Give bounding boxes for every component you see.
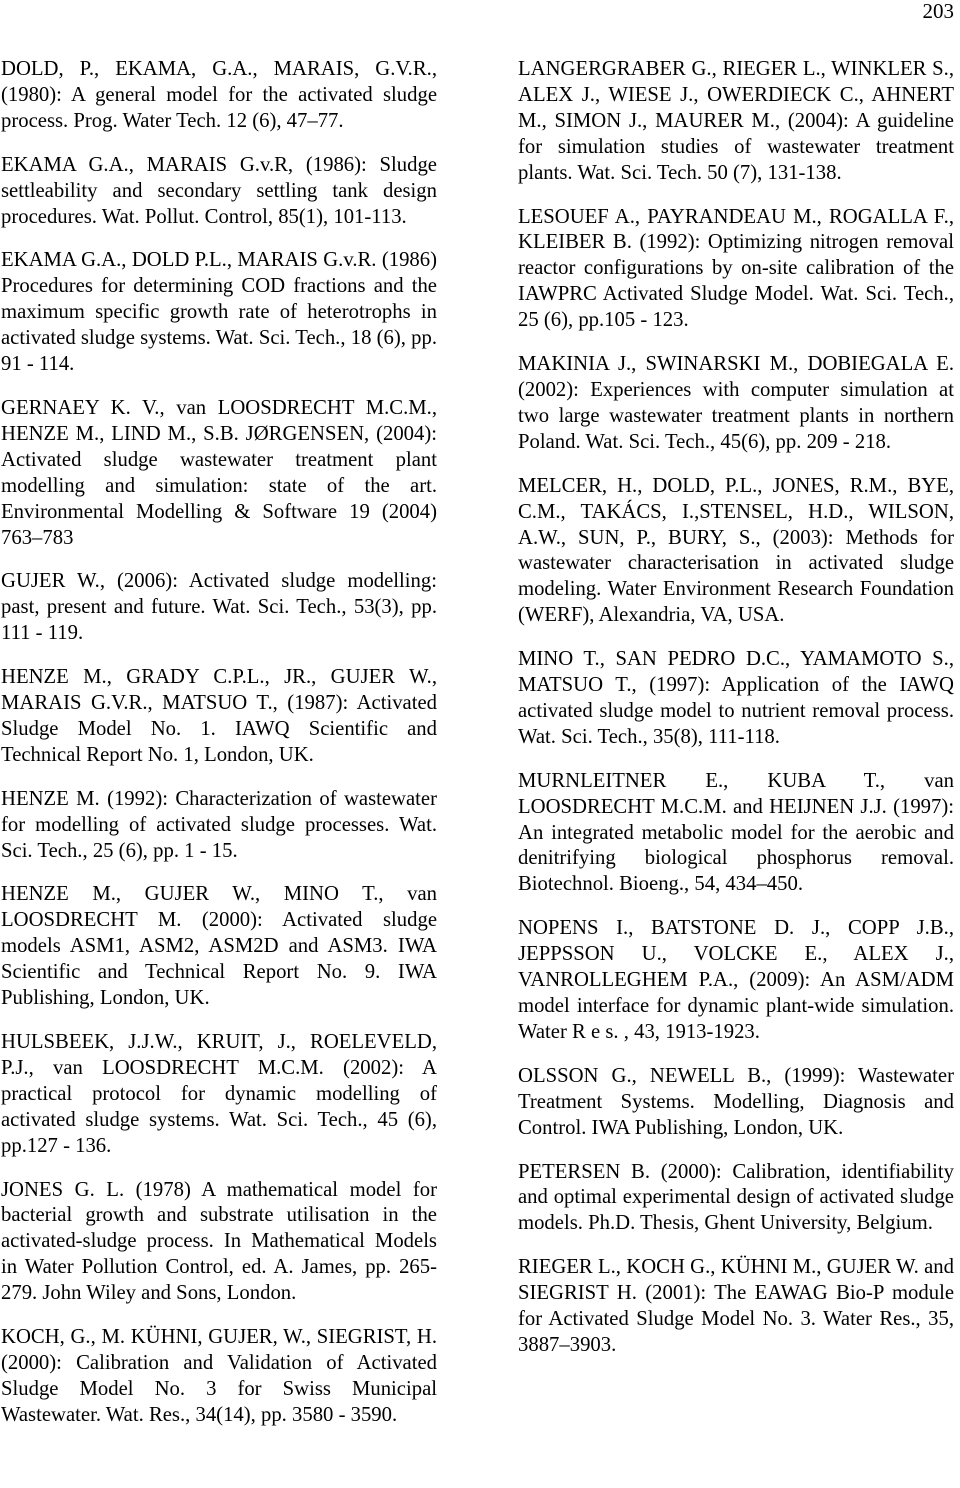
reference-entry: KOCH, G., M. KÜHNI, GUJER, W., SIEGRIST, H. (2000): Calibration and Validation of Activated Sludge Model No. 3 for Swiss Municipal Wastewater. Wat. Res., 34(14), pp. 3580 - 3590. [1,1326,437,1426]
reference-entry: MURNLEITNER E., KUBA T., van LOOSDRECHT M.C.M. and HEIJNEN J.J. (1997): An integrated metabolic model for the aerobic and denitrifying biological phosphorus removal. Biotechnol. Bioeng., 54, 434–450. [518,769,954,896]
reference-entry: MAKINIA J., SWINARSKI M., DOBIEGALA E. (2002): Experiences with computer simulation at two large wastewater treatment plants in northern Poland. Wat. Sci. Tech., 45(6), pp. 209 - 218. [518,353,954,453]
references-right-column [518,57,954,1377]
reference-entry: HENZE M. (1992): Characterization of wastewater for modelling of activated sludge processes. Wat. Sci. Tech., 25 (6), pp. 1 - 15. [1,787,437,862]
reference-entry: GUJER W., (2006): Activated sludge modelling: past, present and future. Wat. Sci. Tech., 53(3), pp. 111 - 119. [1,570,437,645]
reference-entry: HULSBEEK, J.J.W., KRUIT, J., ROELEVELD, P.J., van LOOSDRECHT M.C.M. (2002): A practical protocol for dynamic modelling of activated sludge systems. Wat. Sci. Tech., 45 (6), pp.127 - 136. [1,1031,437,1157]
reference-entry: HENZE M., GRADY C.P.L., JR., GUJER W., MARAIS G.V.R., MATSUO T., (1987): Activated Sludge Model No. 1. IAWQ Scientific and Technical Report No. 1, London, UK. [1,666,437,766]
reference-entry: HENZE M., GUJER W., MINO T., van LOOSDRECHT M. (2000): Activated sludge models ASM1, ASM2, ASM2D and ASM3. IWA Scientific and Technical Report No. 9. IWA Publishing, London, UK. [1,883,437,1010]
reference-entry: MELCER, H., DOLD, P.L., JONES, R.M., BYE, C.M., TAKÁCS, I.,STENSEL, H.D., WILSON, A.W., SUN, P., BURY, S., (2003): Methods for wastewater characterisation in activated sludge modeling. Water Environment Research Foundation (WERF), Alexandria, VA, USA. [518,474,954,627]
page-number: 203 [922,0,954,23]
references-left-column [1,57,437,1447]
reference-entry: LANGERGRABER G., RIEGER L., WINKLER S., ALEX J., WIESE J., OWERDIECK C., AHNERT M., SIMON J., MAURER M., (2004): A guideline for simulation studies of wastewater treatment plants. Wat. Sci. Tech. 50 (7), 131-138. [518,58,954,184]
reference-entry: NOPENS I., BATSTONE D. J., COPP J.B., JEPPSSON U., VOLCKE E., ALEX J., VANROLLEGHEM P.A., (2009): An ASM/ADM model interface for dynamic plant-wide simulation. Water R e s. , 43, 1913-1923. [518,917,954,1043]
reference-entry: PETERSEN B. (2000): Calibration, identifiability and optimal experimental design of activated sludge models. Ph.D. Thesis, Ghent University, Belgium. [518,1160,954,1235]
reference-entry: DOLD, P., EKAMA, G.A., MARAIS, G.V.R., (1980): A general model for the activated sludge process. Prog. Water Tech. 12 (6), 47–77. [1,58,437,132]
reference-entry: MINO T., SAN PEDRO D.C., YAMAMOTO S., MATSUO T., (1997): Application of the IAWQ activated sludge model to nutrient removal process. Wat. Sci. Tech., 35(8), 111-118. [518,648,954,748]
reference-entry: LESOUEF A., PAYRANDEAU M., ROGALLA F., KLEIBER B. (1992): Optimizing nitrogen removal reactor configurations by on-site calibration of the IAWPRC Activated Sludge Model. Wat. Sci. Tech., 25 (6), pp.105 - 123. [518,205,954,332]
reference-entry: OLSSON G., NEWELL B., (1999): Wastewater Treatment Systems. Modelling, Diagnosis and Control. IWA Publishing, London, UK. [518,1064,954,1139]
reference-entry: JONES G. L. (1978) A mathematical model for bacterial growth and substrate utilisation in the activated-sludge process. In Mathematical Models in Water Pollution Control, ed. A. James, pp. 265-279. John Wiley and Sons, London. [1,1178,437,1305]
reference-entry: EKAMA G.A., DOLD P.L., MARAIS G.v.R. (1986) Procedures for determining COD fractions and the maximum specific growth rate of heterotrophs in activated sludge systems. Wat. Sci. Tech., 18 (6), pp. 91 - 114. [1,249,437,376]
reference-entry: EKAMA G.A., MARAIS G.v.R, (1986): Sludge settleability and secondary settling tank design procedures. Wat. Pollut. Control, 85(1), 101-113. [1,153,437,228]
reference-entry: GERNAEY K. V., van LOOSDRECHT M.C.M., HENZE M., LIND M., S.B. JØRGENSEN, (2004): Activated sludge wastewater treatment plant modelling and simulation: state of the art. Environmental Modelling & Software 19 (2004) 763–783 [1,396,437,549]
reference-entry: RIEGER L., KOCH G., KÜHNI M., GUJER W. and SIEGRIST H. (2001): The EAWAG Bio-P module for Activated Sludge Model No. 3. Water Res., 35, 3887–3903. [518,1256,954,1356]
